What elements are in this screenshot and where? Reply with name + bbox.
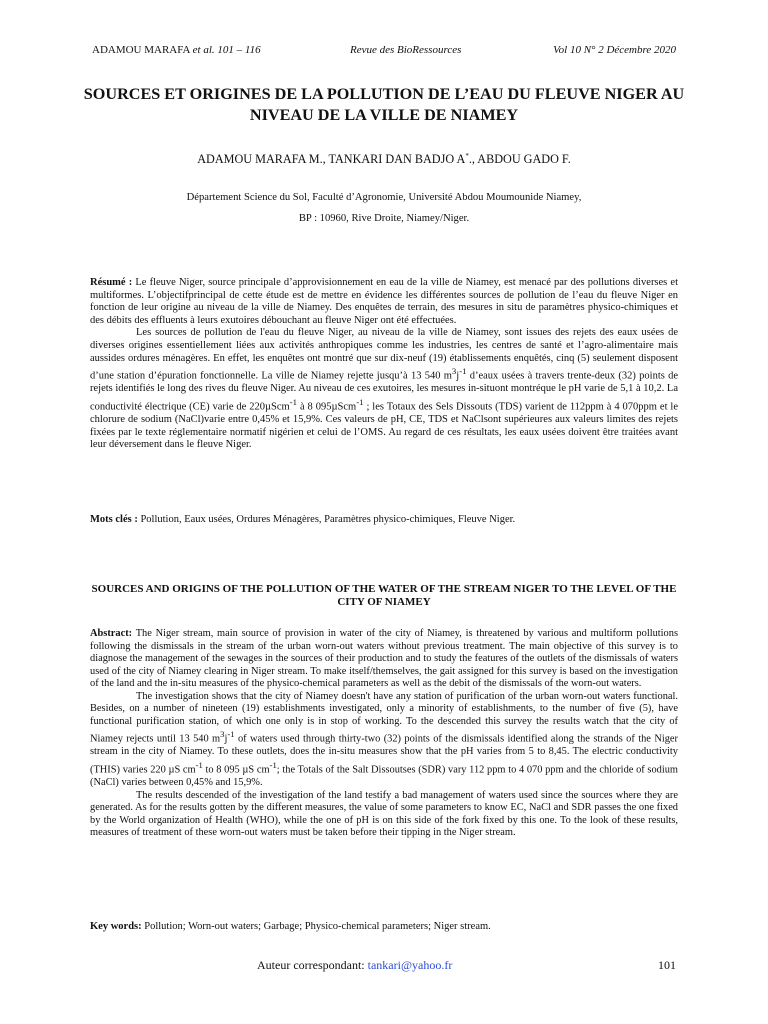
abstract-paragraph-2: The investigation shows that the city of Niamey doesn't have any station of purification of the urban worn-out waters functional. Besides, on a number of nineteen (19) establishments investigated, only a minority of establishments, to the number of five (5), have functional purification station, of which one only is in stop of working. To the descended this survey the results watch that the city of Niamey rejects until 13 540 $m^3j^{-1}$ of waters used through thirty-two (32) points of the dismissals identified along the strands of the Niger stream in the city of Niamey. To these outlets, does the in-situ measures show that the pH varies from 5 to 8,45. The electric conductivity (THIS) varies 220 µS $cm^{-1}$ to 8 095 µS $cm^{-1}$; the Totals of the Salt Dissoutses (SDR) vary 112 ppm to 4 070 ppm and the chloride of sodium (NaCl) varies between 0,45% and 15,9%.: [90, 690, 679, 788]
header-volume: Vol 10 N° 2 Décembre 2020: [553, 44, 676, 56]
english-title: SOURCES AND ORIGINS OF THE POLLUTION OF THE WATER OF THE STREAM NIGER TO THE LEVEL OF THE CITY OF NIAMEY: [91, 583, 677, 608]
author-list: ADAMOU MARAFA M., TANKARI DAN BADJO A*., ABDOU GADO F.: [197, 152, 571, 167]
resume-paragraph-1: Résumé : Le fleuve Niger, source principale d’approvisionnement en eau de la ville de Niamey, est menacé par des pollutions diverses et multiformes. L’objectifprincipal de cette étude est de mettre en évidence les différentes sources de pollution de l’eau du fleuve Niger en fonction de leur origine au niveau de la ville de Niamey. Des enquêtes de terrain, des mesures in situ de paramètres physico-chimiques et des débits des effluents à leurs exutoires débouchant au fleuve Niger ont été effectuées.: [90, 277, 678, 326]
abstract-paragraph-1: Abstract: The Niger stream, main source of provision in water of the city of Niamey, is threatened by various and multiform pollutions following the dismissals in the stream of the urban worn-out waters without previous treatment. The main objective of this survey is to diagnose the management of the sewages in the sources of their production and to study the features of the outlets of the dismissals of waters used of the city of Niamey clearing in Niger stream. To make itself/themselves, the gait assigned for this survey is based on the investigation of the land and the in-situ measures of the physico-chemical parameters as well as the debit of the dismissals of the worn-out waters.: [90, 628, 678, 690]
header-authors: ADAMOU MARAFA et al. 101 – 116: [92, 44, 261, 56]
author-email-link[interactable]: tankari@yahoo.fr: [367, 958, 453, 972]
mots-cles-label: Mots clés :: [90, 514, 138, 525]
abstract-label: Abstract:: [90, 628, 133, 639]
resume-paragraph-2: Les sources de pollution de l'eau du fleuve Niger, au niveau de la ville de Niamey, sont issues des rejets des eaux usées de diverses origines essentiellement liées aux activités anthropiques comme les industries, les centres de santé et l’agro-alimentaire mais aussides ordures ménagères. En effet, les enquêtes ont montré que sur dix-neuf (19) établissements enquêtés, cinq (5) seulement disposent d’une station d’épuration fonctionnelle. La ville de Niamey rejette jusqu’à 13 540 $m^3j^{-1}$ d’eaux usées à travers trente-deux (32) points de rejets identifiés le long des rives du fleuve Niger. Au niveau de ces exutoires, les mesures in-situont montréque le pH varie de 5,1 à 10,2. La conductivité électrique (CE) varie de 220µScm$^{-1}$ à 8 095µScm$^{-1}$ ; les Totaux des Sels Dissouts (TDS) varient de 112ppm à 4 070ppm et le chlorure de sodium (NaCl)varie entre 0,45% et 15,9%. Ces valeurs de pH, CE, TDS et NaClsont supérieures aux valeurs limites des rejets fixées par le texte réglementaire normatif nigérien et celui de l’OMS. Au regard de ces résultats, les eaux usées doivent être traitées avant leur déversement dans le fleuve Niger.: [90, 327, 678, 451]
key-words: Key words: Pollution; Worn-out waters; Garbage; Physico-chemical parameters; Niger stream.: [90, 921, 491, 932]
header-journal: Revue des BioRessources: [350, 44, 462, 56]
key-words-label: Key words:: [90, 921, 142, 932]
corresponding-author: Auteur correspondant: tankari@yahoo.fr: [257, 958, 453, 972]
affiliation-line-2: BP : 10960, Rive Droite, Niamey/Niger.: [298, 213, 470, 224]
running-header: [92, 44, 676, 58]
abstract-section: [90, 628, 678, 840]
resume-section: [90, 277, 678, 452]
resume-label: Résumé :: [90, 277, 133, 288]
page-number: 101: [658, 958, 676, 972]
affiliation-line-1: Département Science du Sol, Faculté d’Agronomie, Université Abdou Moumounide Niamey,: [186, 192, 582, 203]
mots-cles: Mots clés : Pollution, Eaux usées, Ordures Ménagères, Paramètres physico-chimiques, Fleuve Niger.: [90, 514, 516, 525]
abstract-paragraph-3: The results descended of the investigation of the land testify a bad management of waters used since the sources where they are generated. As for the results gotten by the different measures, the value of some parameters to know EC, NaCl and SDR passes the one fixed by the World organization of Health (WHO), while the one of pH is on this side of the fork fixed by this one. To the look of these results, measures of treatment of these worn-out waters must be taken before their tipping in the Niger stream.: [90, 789, 678, 839]
article-title: SOURCES ET ORIGINES DE LA POLLUTION DE L’EAU DU FLEUVE NIGER AU NIVEAU DE LA VILLE DE NIAMEY: [83, 85, 685, 124]
